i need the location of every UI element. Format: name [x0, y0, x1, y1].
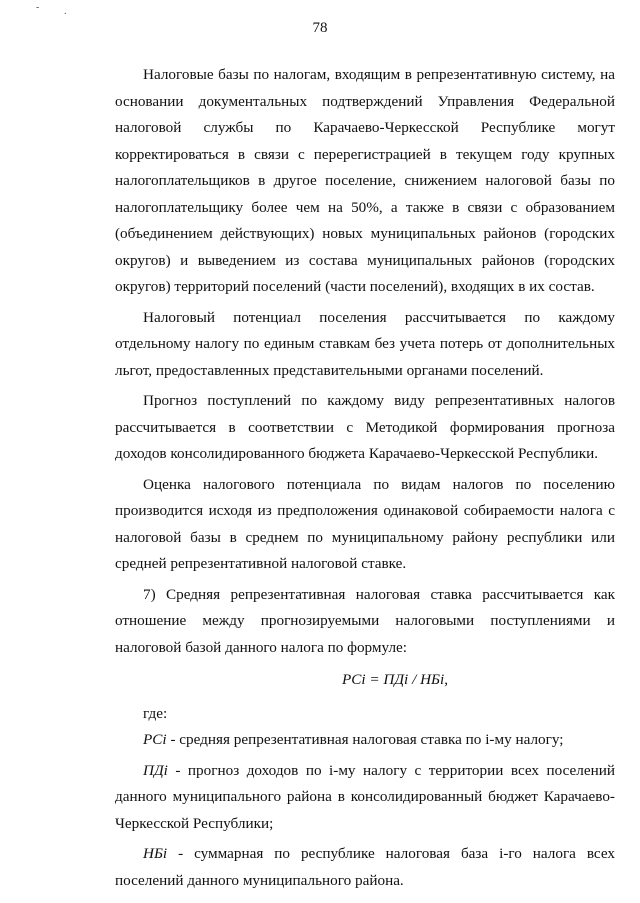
definition-rsi — [115, 727, 615, 754]
paragraph-potential-assessment: Оценка налогового потенциала по видам налогов по поселению производится исходя из предположения одинаковой собираемости налога с налоговой базы в среднем по муниципальному району республики или средней репрезентативной налоговой ставке. — [115, 475, 615, 572]
definition-text: - средняя репрезентативная налоговая ставка по i-му налогу; — [166, 731, 564, 748]
where-label: где: — [143, 705, 168, 722]
formula — [115, 667, 615, 693]
definition-symbol: РСi — [143, 731, 167, 748]
paragraph-revenue-forecast: Прогноз поступлений по каждому виду репрезентативных налогов рассчитывается в соответствии с Методикой формирования прогноза доходов консолидированного бюджета Карачаево-Черкесской Республики. — [115, 392, 615, 462]
paragraph-average-rate: 7) Средняя репрезентативная налоговая ставка рассчитывается как отношение между прогнозируемыми налоговыми поступлениями и налоговой базой данного налога по формуле: — [115, 585, 615, 656]
page-number: 78 — [312, 20, 328, 36]
scan-dot: . — [64, 6, 67, 17]
scan-mark: - — [36, 2, 40, 13]
document-body — [115, 62, 615, 894]
definition-symbol: НБi — [143, 845, 168, 862]
definition-nbi — [115, 841, 615, 894]
formula-comma: , — [444, 671, 449, 688]
definition-pdi — [115, 758, 615, 838]
paragraph-tax-potential: Налоговый потенциал поселения рассчитывается по каждому отдельному налогу по единым ставкам без учета потерь от дополнительных льгот, предоставленных представительными органами поселений. — [115, 308, 615, 379]
definition-text: - суммарная по республике налоговая база i-го налога всех поселений данного муниципального района. — [115, 845, 615, 889]
definition-symbol: ПДi — [143, 761, 168, 779]
definition-text: - прогноз доходов по i-му налогу с территории всех поселений данного муниципального района в консолидированный бюджет Карачаево-Черкесской Республики; — [115, 761, 615, 832]
paragraph-tax-base-adjustment: Налоговые базы по налогам, входящим в репрезентативную систему, на основании документальных подтверждений Управления Федеральной налоговой службы по Карачаево-Черкесской Республике могут корректироваться в связи с перерегистрацией в текущем году крупных налогоплательщиков в другое поселение, снижением налоговой базы по налогоплательщику более чем на 50%, а также в связи с образованием (объединением действующих) новых муниципальных районов (городских округов) и выведением из состава муниципальных районов (городских округов) территорий поселений (части поселений), входящих в их состав. — [115, 66, 615, 295]
formula-expression: РСi = ПДi / НБi — [341, 671, 445, 688]
